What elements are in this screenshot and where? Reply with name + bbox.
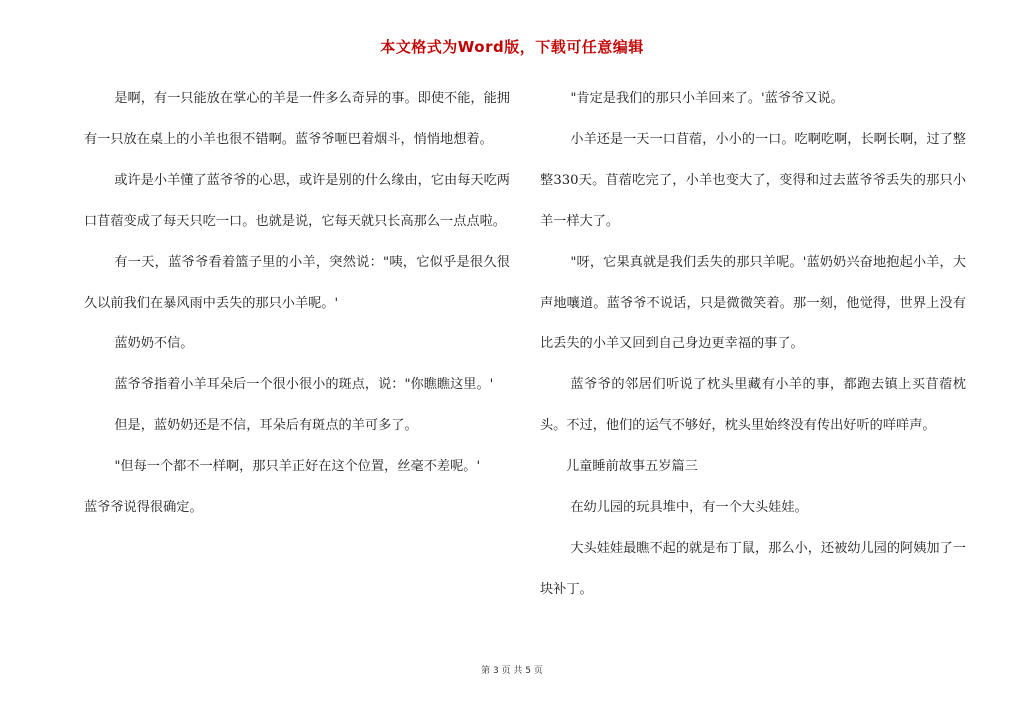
paragraph: 蓝爷爷说得很确定。 (84, 500, 203, 516)
paragraph: 或许是小羊懂了蓝爷爷的心思，或许是别的什么缘由，它由每天吃两口苜蓿变成了每天只吃一口。也就是说，它每天就只长高那么一点点啦。 (84, 172, 510, 229)
left-column (84, 79, 510, 529)
page-number: 第 3 页 共 5 页 (481, 666, 543, 676)
paragraph: 有一天，蓝爷爷看着篮子里的小羊，突然说："咦，它似乎是很久很久以前我们在暴风雨中丢失的那只小羊呢。' (84, 254, 510, 311)
paragraph: 但是，蓝奶奶还是不信，耳朵后有斑点的羊可多了。 (114, 418, 418, 434)
paragraph: 大头娃娃最瞧不起的就是布丁鼠，那么小，还被幼儿园的阿姨加了一块补丁。 (540, 540, 966, 597)
paragraph: 在幼儿园的玩具堆中，有一个大头娃娃。 (570, 500, 808, 516)
header-banner: 本文格式为Word版，下载可任意编辑 (380, 38, 644, 56)
section-heading: 儿童睡前故事五岁篇三 (566, 459, 698, 475)
paragraph: 蓝爷爷指着小羊耳朵后一个很小很小的斑点，说："你瞧瞧这里。' (114, 377, 494, 393)
paragraph: 小羊还是一天一口苜蓿，小小的一口。吃啊吃啊，长啊长啊，过了整整330天。苜蓿吃完了，小羊也变大了，变得和过去蓝爷爷丢失的那只小羊一样大了。 (540, 131, 966, 229)
paragraph: "但每一个都不一样啊，那只羊正好在这个位置，丝毫不差呢。' (114, 459, 481, 475)
right-column (540, 79, 966, 611)
paragraph: 是啊，有一只能放在掌心的羊是一件多么奇异的事。即使不能，能拥有一只放在桌上的小羊也很不错啊。蓝爷爷咂巴着烟斗，悄悄地想着。 (84, 91, 510, 147)
paragraph: "肯定是我们的那只小羊回来了。'蓝爷爷又说。 (570, 91, 844, 106)
paragraph: 蓝爷爷的邻居们听说了枕头里藏有小羊的事，都跑去镇上买苜蓿枕头。不过，他们的运气不够好，枕头里始终没有传出好听的咩咩声。 (540, 377, 966, 434)
paragraph: 蓝奶奶不信。 (114, 336, 194, 352)
paragraph: "呀，它果真就是我们丢失的那只羊呢。'蓝奶奶兴奋地抱起小羊，大声地嚷道。蓝爷爷不说话，只是微微笑着。那一刻，他觉得，世界上没有比丢失的小羊又回到自己身边更幸福的事了。 (540, 254, 966, 352)
